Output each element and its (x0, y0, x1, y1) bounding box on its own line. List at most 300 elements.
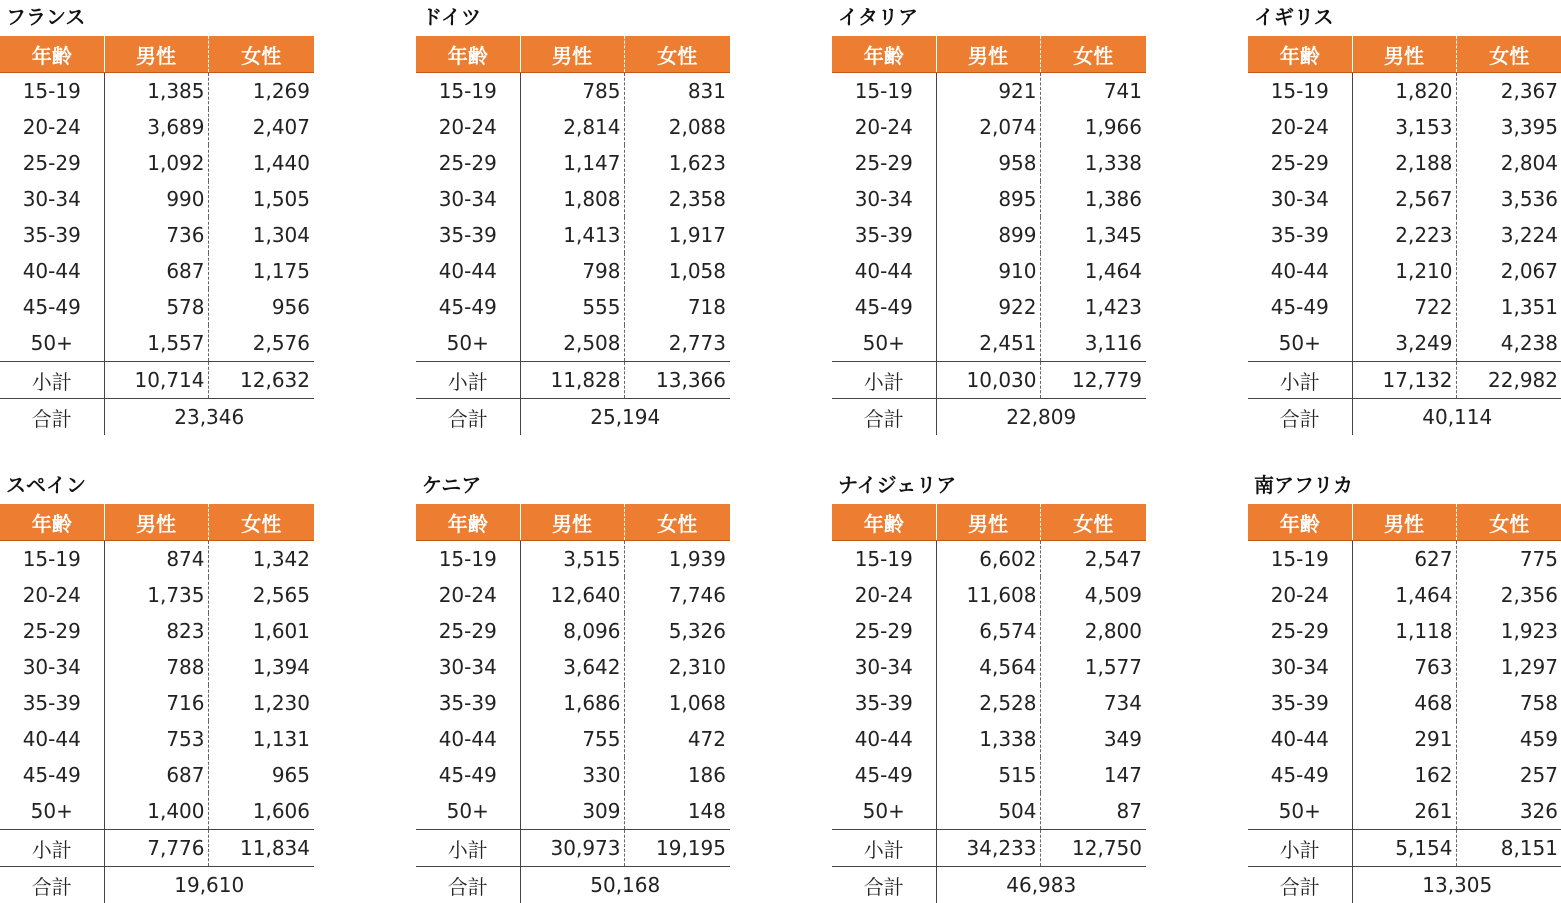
table-row (832, 649, 1146, 685)
country-table-block (832, 468, 1146, 903)
male-cell[interactable]: 899 (936, 217, 1040, 253)
female-cell[interactable]: 1,342 (208, 541, 314, 578)
female-cell[interactable]: 2,800 (1040, 613, 1146, 649)
total-label[interactable]: 合計 (416, 867, 520, 903)
female-cell[interactable]: 4,238 (1456, 325, 1561, 362)
age-cell[interactable]: 25-29 (0, 145, 104, 181)
table-row (832, 217, 1146, 253)
male-cell[interactable]: 468 (1352, 685, 1456, 721)
female-cell[interactable]: 5,326 (624, 613, 730, 649)
male-cell[interactable]: 330 (520, 757, 624, 793)
female-cell[interactable]: 186 (624, 757, 730, 793)
table-row (416, 73, 730, 110)
subtotal-label[interactable]: 小計 (1248, 362, 1352, 399)
female-cell[interactable]: 1,386 (1040, 181, 1146, 217)
female-cell[interactable]: 147 (1040, 757, 1146, 793)
age-cell[interactable]: 25-29 (416, 613, 520, 649)
female-cell[interactable]: 1,423 (1040, 289, 1146, 325)
subtotal-label[interactable]: 小計 (416, 362, 520, 399)
female-cell[interactable]: 326 (1456, 793, 1561, 830)
subtotal-female[interactable]: 12,779 (1040, 362, 1146, 399)
table-row (0, 541, 314, 578)
total-value[interactable]: 46,983 (936, 867, 1146, 903)
female-cell[interactable]: 1,505 (208, 181, 314, 217)
total-label[interactable]: 合計 (1248, 399, 1352, 436)
subtotal-female[interactable]: 22,982 (1456, 362, 1561, 399)
male-cell[interactable]: 4,564 (936, 649, 1040, 685)
male-cell[interactable]: 763 (1352, 649, 1456, 685)
female-cell[interactable]: 2,356 (1456, 577, 1561, 613)
header-female: 女性 (1040, 504, 1146, 541)
age-cell[interactable]: 40-44 (0, 253, 104, 289)
table-row (416, 253, 730, 289)
header-age: 年齢 (416, 504, 520, 541)
table-row (832, 541, 1146, 578)
female-cell[interactable]: 7,746 (624, 577, 730, 613)
female-cell[interactable]: 1,269 (208, 73, 314, 110)
age-cell[interactable]: 30-34 (416, 649, 520, 685)
table-row (416, 613, 730, 649)
age-cell[interactable]: 40-44 (1248, 721, 1352, 757)
age-cell[interactable]: 50+ (0, 793, 104, 830)
male-cell[interactable]: 8,096 (520, 613, 624, 649)
total-row (416, 867, 730, 903)
country-title: イタリア (832, 0, 1146, 36)
subtotal-row (0, 362, 314, 399)
subtotal-female[interactable]: 11,834 (208, 830, 314, 867)
male-cell[interactable]: 3,249 (1352, 325, 1456, 362)
female-cell[interactable]: 1,345 (1040, 217, 1146, 253)
age-cell[interactable]: 30-34 (0, 649, 104, 685)
male-cell[interactable]: 1,820 (1352, 73, 1456, 110)
female-cell[interactable]: 2,804 (1456, 145, 1561, 181)
male-cell[interactable]: 2,508 (520, 325, 624, 362)
female-cell[interactable]: 1,297 (1456, 649, 1561, 685)
male-cell[interactable]: 785 (520, 73, 624, 110)
age-cell[interactable]: 35-39 (832, 685, 936, 721)
female-cell[interactable]: 3,536 (1456, 181, 1561, 217)
age-cell[interactable]: 15-19 (1248, 541, 1352, 578)
total-row (416, 399, 730, 436)
female-cell[interactable]: 1,606 (208, 793, 314, 830)
total-label[interactable]: 合計 (416, 399, 520, 436)
age-cell[interactable]: 20-24 (416, 577, 520, 613)
subtotal-male[interactable]: 5,154 (1352, 830, 1456, 867)
total-value[interactable]: 23,346 (104, 399, 314, 436)
male-cell[interactable]: 1,464 (1352, 577, 1456, 613)
subtotal-label[interactable]: 小計 (0, 830, 104, 867)
subtotal-female[interactable]: 13,366 (624, 362, 730, 399)
female-cell[interactable]: 1,623 (624, 145, 730, 181)
total-row (1248, 399, 1561, 436)
female-cell[interactable]: 3,224 (1456, 217, 1561, 253)
female-cell[interactable]: 2,367 (1456, 73, 1561, 110)
total-value[interactable]: 25,194 (520, 399, 730, 436)
female-cell[interactable]: 1,923 (1456, 613, 1561, 649)
age-cell[interactable]: 20-24 (416, 109, 520, 145)
male-cell[interactable]: 716 (104, 685, 208, 721)
male-cell[interactable]: 2,528 (936, 685, 1040, 721)
subtotal-female[interactable]: 19,195 (624, 830, 730, 867)
female-cell[interactable]: 2,088 (624, 109, 730, 145)
subtotal-male[interactable]: 30,973 (520, 830, 624, 867)
age-cell[interactable]: 15-19 (0, 73, 104, 110)
total-value[interactable]: 50,168 (520, 867, 730, 903)
female-cell[interactable]: 1,068 (624, 685, 730, 721)
female-cell[interactable]: 1,464 (1040, 253, 1146, 289)
female-cell[interactable]: 2,067 (1456, 253, 1561, 289)
subtotal-male[interactable]: 34,233 (936, 830, 1040, 867)
total-row (1248, 867, 1561, 903)
header-age: 年齢 (0, 504, 104, 541)
age-cell[interactable]: 40-44 (0, 721, 104, 757)
age-cell[interactable]: 45-49 (416, 289, 520, 325)
male-cell[interactable]: 6,574 (936, 613, 1040, 649)
country-table-block (1248, 468, 1561, 903)
female-cell[interactable]: 2,547 (1040, 541, 1146, 578)
female-cell[interactable]: 1,394 (208, 649, 314, 685)
table-row (1248, 685, 1561, 721)
female-cell[interactable]: 956 (208, 289, 314, 325)
male-cell[interactable]: 3,515 (520, 541, 624, 578)
female-cell[interactable]: 87 (1040, 793, 1146, 830)
age-cell[interactable]: 40-44 (416, 253, 520, 289)
male-cell[interactable]: 1,400 (104, 793, 208, 830)
table-row (0, 289, 314, 325)
age-cell[interactable]: 25-29 (832, 145, 936, 181)
total-value[interactable]: 40,114 (1352, 399, 1561, 436)
female-cell[interactable]: 2,773 (624, 325, 730, 362)
header-row (416, 504, 730, 541)
male-cell[interactable]: 874 (104, 541, 208, 578)
female-cell[interactable]: 349 (1040, 721, 1146, 757)
age-cell[interactable]: 15-19 (0, 541, 104, 578)
subtotal-row (832, 830, 1146, 867)
male-cell[interactable]: 687 (104, 253, 208, 289)
male-cell[interactable]: 755 (520, 721, 624, 757)
male-cell[interactable]: 2,451 (936, 325, 1040, 362)
male-cell[interactable]: 2,814 (520, 109, 624, 145)
female-cell[interactable]: 2,407 (208, 109, 314, 145)
age-cell[interactable]: 15-19 (1248, 73, 1352, 110)
male-cell[interactable]: 895 (936, 181, 1040, 217)
female-cell[interactable]: 718 (624, 289, 730, 325)
female-cell[interactable]: 831 (624, 73, 730, 110)
table-row (832, 325, 1146, 362)
age-cell[interactable]: 30-34 (832, 649, 936, 685)
age-cell[interactable]: 40-44 (416, 721, 520, 757)
male-cell[interactable]: 261 (1352, 793, 1456, 830)
male-cell[interactable]: 1,557 (104, 325, 208, 362)
male-cell[interactable]: 555 (520, 289, 624, 325)
male-cell[interactable]: 788 (104, 649, 208, 685)
male-cell[interactable]: 1,147 (520, 145, 624, 181)
female-cell[interactable]: 1,601 (208, 613, 314, 649)
population-table (416, 36, 730, 435)
male-cell[interactable]: 1,118 (1352, 613, 1456, 649)
female-cell[interactable]: 1,230 (208, 685, 314, 721)
table-row (416, 649, 730, 685)
subtotal-male[interactable]: 10,714 (104, 362, 208, 399)
age-cell[interactable]: 50+ (832, 793, 936, 830)
male-cell[interactable]: 578 (104, 289, 208, 325)
total-label[interactable]: 合計 (832, 399, 936, 436)
female-cell[interactable]: 1,440 (208, 145, 314, 181)
table-row (1248, 253, 1561, 289)
male-cell[interactable]: 798 (520, 253, 624, 289)
population-table (1248, 36, 1561, 435)
table-row (832, 181, 1146, 217)
male-cell[interactable]: 1,338 (936, 721, 1040, 757)
female-cell[interactable]: 734 (1040, 685, 1146, 721)
male-cell[interactable]: 12,640 (520, 577, 624, 613)
country-table-block (832, 0, 1146, 435)
table-row (0, 793, 314, 830)
table-row (0, 757, 314, 793)
female-cell[interactable]: 257 (1456, 757, 1561, 793)
age-cell[interactable]: 30-34 (832, 181, 936, 217)
table-row (0, 73, 314, 110)
male-cell[interactable]: 1,092 (104, 145, 208, 181)
age-cell[interactable]: 45-49 (1248, 757, 1352, 793)
age-cell[interactable]: 30-34 (1248, 649, 1352, 685)
female-cell[interactable]: 3,116 (1040, 325, 1146, 362)
male-cell[interactable]: 990 (104, 181, 208, 217)
age-cell[interactable]: 20-24 (0, 577, 104, 613)
female-cell[interactable]: 1,175 (208, 253, 314, 289)
male-cell[interactable]: 162 (1352, 757, 1456, 793)
female-cell[interactable]: 1,304 (208, 217, 314, 253)
age-cell[interactable]: 45-49 (0, 757, 104, 793)
table-row (0, 181, 314, 217)
male-cell[interactable]: 722 (1352, 289, 1456, 325)
male-cell[interactable]: 1,210 (1352, 253, 1456, 289)
female-cell[interactable]: 2,358 (624, 181, 730, 217)
male-cell[interactable]: 1,686 (520, 685, 624, 721)
subtotal-label[interactable]: 小計 (1248, 830, 1352, 867)
table-row (0, 613, 314, 649)
age-cell[interactable]: 50+ (1248, 793, 1352, 830)
male-cell[interactable]: 309 (520, 793, 624, 830)
subtotal-female[interactable]: 8,151 (1456, 830, 1561, 867)
age-cell[interactable]: 15-19 (832, 73, 936, 110)
male-cell[interactable]: 2,223 (1352, 217, 1456, 253)
subtotal-label[interactable]: 小計 (832, 830, 936, 867)
age-cell[interactable]: 45-49 (1248, 289, 1352, 325)
header-female: 女性 (624, 36, 730, 73)
country-title: スペイン (0, 468, 314, 504)
male-cell[interactable]: 823 (104, 613, 208, 649)
population-table (1248, 504, 1561, 903)
male-cell[interactable]: 921 (936, 73, 1040, 110)
female-cell[interactable]: 1,338 (1040, 145, 1146, 181)
male-cell[interactable]: 753 (104, 721, 208, 757)
male-cell[interactable]: 2,567 (1352, 181, 1456, 217)
male-cell[interactable]: 687 (104, 757, 208, 793)
age-cell[interactable]: 50+ (416, 793, 520, 830)
total-label[interactable]: 合計 (0, 399, 104, 436)
age-cell[interactable]: 50+ (0, 325, 104, 362)
table-row (416, 145, 730, 181)
female-cell[interactable]: 1,939 (624, 541, 730, 578)
table-row (832, 757, 1146, 793)
subtotal-female[interactable]: 12,632 (208, 362, 314, 399)
table-row (832, 145, 1146, 181)
table-row (1248, 613, 1561, 649)
population-table (416, 504, 730, 903)
table-row (1248, 217, 1561, 253)
female-cell[interactable]: 1,917 (624, 217, 730, 253)
female-cell[interactable]: 1,131 (208, 721, 314, 757)
age-cell[interactable]: 35-39 (832, 217, 936, 253)
male-cell[interactable]: 1,413 (520, 217, 624, 253)
age-cell[interactable]: 35-39 (1248, 217, 1352, 253)
population-table (832, 36, 1146, 435)
table-row (1248, 181, 1561, 217)
female-cell[interactable]: 472 (624, 721, 730, 757)
age-cell[interactable]: 15-19 (416, 73, 520, 110)
table-row (416, 217, 730, 253)
age-cell[interactable]: 35-39 (0, 685, 104, 721)
table-row (0, 685, 314, 721)
age-cell[interactable]: 35-39 (1248, 685, 1352, 721)
total-label[interactable]: 合計 (1248, 867, 1352, 903)
header-age: 年齢 (832, 36, 936, 73)
header-male: 男性 (1352, 504, 1456, 541)
table-row (416, 109, 730, 145)
header-row (832, 504, 1146, 541)
age-cell[interactable]: 45-49 (0, 289, 104, 325)
subtotal-label[interactable]: 小計 (832, 362, 936, 399)
female-cell[interactable]: 148 (624, 793, 730, 830)
female-cell[interactable]: 2,576 (208, 325, 314, 362)
female-cell[interactable]: 758 (1456, 685, 1561, 721)
age-cell[interactable]: 50+ (832, 325, 936, 362)
female-cell[interactable]: 2,565 (208, 577, 314, 613)
age-cell[interactable]: 20-24 (1248, 577, 1352, 613)
header-age: 年齢 (1248, 504, 1352, 541)
male-cell[interactable]: 3,689 (104, 109, 208, 145)
male-cell[interactable]: 3,153 (1352, 109, 1456, 145)
total-label[interactable]: 合計 (0, 867, 104, 903)
subtotal-female[interactable]: 12,750 (1040, 830, 1146, 867)
table-row (1248, 541, 1561, 578)
age-cell[interactable]: 20-24 (1248, 109, 1352, 145)
age-cell[interactable]: 20-24 (832, 577, 936, 613)
male-cell[interactable]: 3,642 (520, 649, 624, 685)
male-cell[interactable]: 1,808 (520, 181, 624, 217)
age-cell[interactable]: 25-29 (1248, 613, 1352, 649)
male-cell[interactable]: 922 (936, 289, 1040, 325)
male-cell[interactable]: 515 (936, 757, 1040, 793)
header-male: 男性 (936, 504, 1040, 541)
subtotal-row (1248, 362, 1561, 399)
table-row (832, 577, 1146, 613)
female-cell[interactable]: 1,058 (624, 253, 730, 289)
age-cell[interactable]: 25-29 (0, 613, 104, 649)
male-cell[interactable]: 6,602 (936, 541, 1040, 578)
female-cell[interactable]: 965 (208, 757, 314, 793)
age-cell[interactable]: 35-39 (416, 217, 520, 253)
female-cell[interactable]: 1,577 (1040, 649, 1146, 685)
male-cell[interactable]: 1,385 (104, 73, 208, 110)
male-cell[interactable]: 2,074 (936, 109, 1040, 145)
table-row (1248, 145, 1561, 181)
total-label[interactable]: 合計 (832, 867, 936, 903)
male-cell[interactable]: 2,188 (1352, 145, 1456, 181)
age-cell[interactable]: 20-24 (832, 109, 936, 145)
age-cell[interactable]: 35-39 (416, 685, 520, 721)
subtotal-male[interactable]: 7,776 (104, 830, 208, 867)
age-cell[interactable]: 25-29 (1248, 145, 1352, 181)
age-cell[interactable]: 30-34 (416, 181, 520, 217)
table-row (1248, 757, 1561, 793)
age-cell[interactable]: 50+ (1248, 325, 1352, 362)
subtotal-male[interactable]: 17,132 (1352, 362, 1456, 399)
age-cell[interactable]: 15-19 (416, 541, 520, 578)
header-age: 年齢 (1248, 36, 1352, 73)
age-cell[interactable]: 45-49 (832, 289, 936, 325)
age-cell[interactable]: 35-39 (0, 217, 104, 253)
male-cell[interactable]: 736 (104, 217, 208, 253)
female-cell[interactable]: 775 (1456, 541, 1561, 578)
header-male: 男性 (520, 504, 624, 541)
female-cell[interactable]: 4,509 (1040, 577, 1146, 613)
age-cell[interactable]: 40-44 (832, 253, 936, 289)
total-value[interactable]: 13,305 (1352, 867, 1561, 903)
male-cell[interactable]: 504 (936, 793, 1040, 830)
female-cell[interactable]: 1,351 (1456, 289, 1561, 325)
female-cell[interactable]: 1,966 (1040, 109, 1146, 145)
male-cell[interactable]: 627 (1352, 541, 1456, 578)
age-cell[interactable]: 30-34 (0, 181, 104, 217)
table-row (0, 145, 314, 181)
table-row (832, 289, 1146, 325)
header-male: 男性 (520, 36, 624, 73)
male-cell[interactable]: 11,608 (936, 577, 1040, 613)
female-cell[interactable]: 459 (1456, 721, 1561, 757)
age-cell[interactable]: 50+ (416, 325, 520, 362)
age-cell[interactable]: 45-49 (832, 757, 936, 793)
age-cell[interactable]: 15-19 (832, 541, 936, 578)
age-cell[interactable]: 45-49 (416, 757, 520, 793)
age-cell[interactable]: 25-29 (416, 145, 520, 181)
female-cell[interactable]: 741 (1040, 73, 1146, 110)
subtotal-label[interactable]: 小計 (0, 362, 104, 399)
female-cell[interactable]: 2,310 (624, 649, 730, 685)
age-cell[interactable]: 40-44 (1248, 253, 1352, 289)
header-female: 女性 (1040, 36, 1146, 73)
age-cell[interactable]: 25-29 (832, 613, 936, 649)
female-cell[interactable]: 3,395 (1456, 109, 1561, 145)
age-cell[interactable]: 20-24 (0, 109, 104, 145)
male-cell[interactable]: 291 (1352, 721, 1456, 757)
total-value[interactable]: 19,610 (104, 867, 314, 903)
age-cell[interactable]: 40-44 (832, 721, 936, 757)
subtotal-male[interactable]: 11,828 (520, 362, 624, 399)
table-row (1248, 325, 1561, 362)
total-value[interactable]: 22,809 (936, 399, 1146, 436)
male-cell[interactable]: 910 (936, 253, 1040, 289)
subtotal-male[interactable]: 10,030 (936, 362, 1040, 399)
subtotal-label[interactable]: 小計 (416, 830, 520, 867)
table-row (1248, 577, 1561, 613)
table-row (416, 541, 730, 578)
age-cell[interactable]: 30-34 (1248, 181, 1352, 217)
male-cell[interactable]: 958 (936, 145, 1040, 181)
table-row (832, 685, 1146, 721)
male-cell[interactable]: 1,735 (104, 577, 208, 613)
